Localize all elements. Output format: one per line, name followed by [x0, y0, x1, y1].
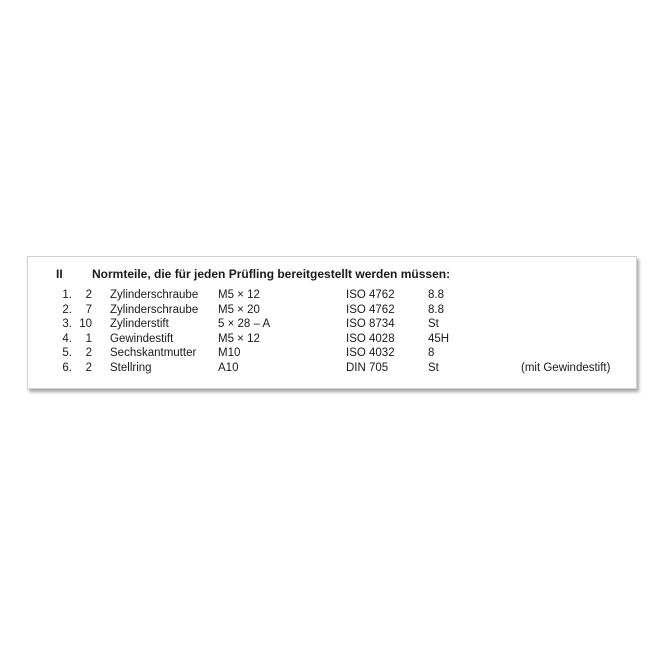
row-part-name: Zylinderschraube	[110, 303, 199, 316]
row-position: 3.	[62, 318, 72, 330]
table-row	[28, 288, 636, 303]
row-standard: ISO 4762	[346, 289, 395, 301]
row-quantity: 7	[85, 303, 92, 316]
parts-list-panel	[27, 256, 637, 389]
table-row	[28, 317, 636, 332]
row-size: M5 × 12	[218, 289, 260, 301]
row-size: M5 × 12	[218, 332, 260, 345]
table-row	[28, 361, 636, 376]
section-title: Normteile, die für jeden Prüfling bereitgestellt werden müssen:	[92, 267, 451, 281]
table-row	[28, 303, 636, 318]
row-size: M10	[218, 347, 241, 359]
row-quantity: 1	[85, 332, 92, 345]
row-position: 4.	[62, 332, 72, 345]
row-standard: ISO 4028	[346, 332, 395, 345]
table-row	[28, 332, 636, 347]
table-row	[28, 346, 636, 361]
row-quantity: 2	[85, 361, 92, 374]
row-standard: ISO 4032	[346, 347, 395, 359]
row-quantity: 2	[85, 347, 92, 359]
row-size: A10	[218, 361, 239, 374]
row-grade: 45H	[428, 332, 450, 345]
row-size: 5 × 28 – A	[218, 318, 271, 330]
row-position: 1.	[62, 289, 72, 301]
row-standard: DIN 705	[346, 361, 389, 374]
row-grade: 8.8	[428, 289, 444, 301]
section-number: II	[56, 267, 63, 281]
row-quantity: 10	[79, 318, 92, 330]
row-grade: 8	[428, 347, 435, 359]
parts-table	[28, 288, 636, 375]
section-heading	[28, 266, 636, 282]
row-part-name: Gewindestift	[110, 332, 174, 345]
row-part-name: Stellring	[110, 361, 152, 374]
row-size: M5 × 20	[218, 303, 260, 316]
row-grade: St	[428, 361, 439, 374]
row-grade: St	[428, 318, 439, 330]
row-part-name: Zylinderstift	[110, 318, 169, 330]
row-standard: ISO 4762	[346, 303, 395, 316]
row-position: 2.	[62, 303, 72, 316]
row-part-name: Zylinderschraube	[110, 289, 199, 301]
row-quantity: 2	[85, 289, 92, 301]
row-standard: ISO 8734	[346, 318, 395, 330]
row-part-name: Sechskantmutter	[110, 347, 197, 359]
row-note: (mit Gewindestift)	[521, 361, 611, 374]
row-position: 6.	[62, 361, 72, 374]
row-position: 5.	[62, 347, 72, 359]
row-grade: 8.8	[428, 303, 444, 316]
